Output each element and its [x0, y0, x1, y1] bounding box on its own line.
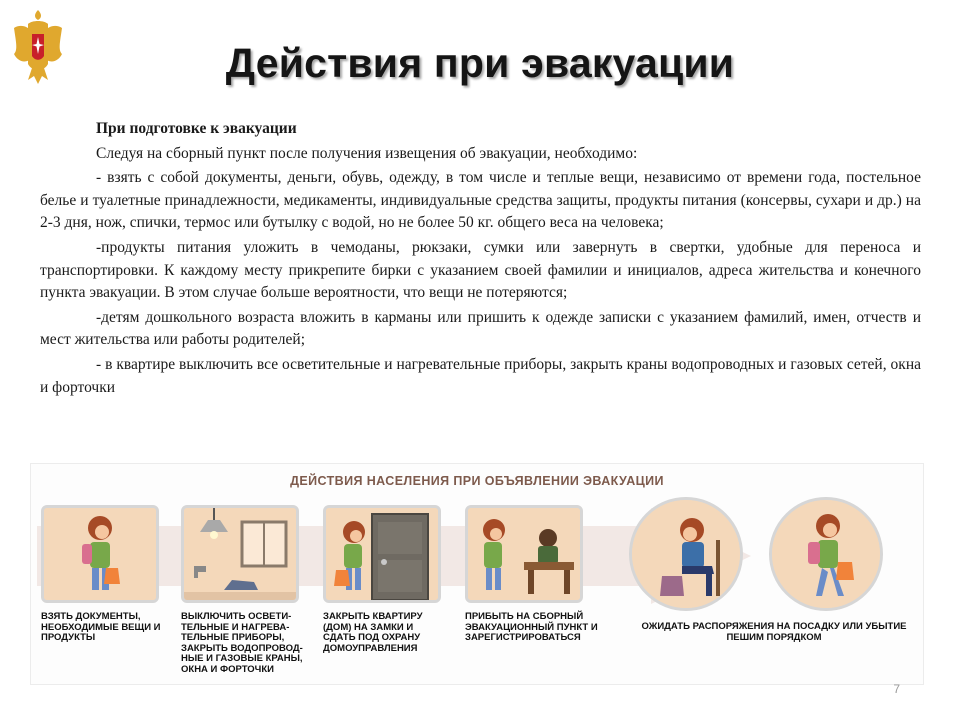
page-title: Действия при эвакуации [225, 40, 735, 86]
person-waiting-icon [632, 500, 740, 608]
paragraph-children: -детям дошкольного возраста вложить в карманы или пришить к одежде записки с указанием фамилий, имен, отчеств и мест жительства или работы родителей; [40, 308, 921, 349]
step-image-switch-off [181, 505, 299, 603]
paragraph-apartment: - в квартире выключить все осветительные и нагревательные приборы, закрыть краны водопроводных и газовых сетей, окна и форточки [40, 355, 921, 396]
paragraph-items: - взять с собой документы, деньги, обувь, одежду, в том числе и теплые вещи, независимо от времени года, постельное белье и туалетные принадлежности, медикаменты, индивидуальные средства защиты, продукты питания (консервы, сухари и др.) на 2-3 дня, нож, спички, термос или бутылку с водой, но не более 50 кг. общего веса на человека; [40, 169, 921, 232]
step-caption-2: ВЫКЛЮЧИТЬ ОСВЕТИ-ТЕЛЬНЫЕ И НАГРЕВА-ТЕЛЬНЫЕ ПРИБОРЫ, ЗАКРЫТЬ ВОДОПРОВОД-НЫЕ И ГАЗОВЫЕ КРАНЫ, ОКНА И ФОРТОЧКИ [181, 611, 303, 675]
appliances-icon [184, 508, 296, 600]
preparation-subheading: При подготовке к эвакуации [96, 120, 297, 137]
strip-heading: ДЕЙСТВИЯ НАСЕЛЕНИЯ ПРИ ОБЪЯВЛЕНИИ ЭВАКУАЦИИ [290, 474, 664, 488]
step-caption-3: ЗАКРЫТЬ КВАРТИРУ (ДОМ) НА ЗАМКИ И СДАТЬ ПОД ОХРАНУ ДОМОУПРАВЛЕНИЯ [323, 611, 423, 654]
person-with-bag-icon [44, 508, 156, 600]
step-image-walk-away [769, 497, 883, 611]
step-caption-5: ОЖИДАТЬ РАСПОРЯЖЕНИЯ НА ПОСАДКУ ИЛИ УБЫТИЕ ПЕШИМ ПОРЯДКОМ [641, 621, 907, 643]
paragraph-intro: Следуя на сборный пункт после получения извещения об эвакуации, необходимо: [96, 144, 638, 162]
step-image-take-things [41, 505, 159, 603]
step-caption-1: ВЗЯТЬ ДОКУМЕНТЫ, НЕОБХОДИМЫЕ ВЕЩИ И ПРОДУКТЫ [41, 611, 161, 643]
step-image-wait [629, 497, 743, 611]
step-caption-4: ПРИБЫТЬ НА СБОРНЫЙ ЭВАКУАЦИОННЫЙ ПУНКТ И ЗАРЕГИСТРИРОВАТЬСЯ [465, 611, 598, 643]
step-image-register [465, 505, 583, 603]
registration-desk-icon [468, 508, 580, 600]
page-number: 7 [893, 682, 900, 696]
instruction-text [40, 118, 921, 401]
evacuation-steps-strip [30, 463, 924, 685]
paragraph-food: -продукты питания уложить в чемоданы, рюкзаки, сумки или завернуть в свертки, удобные для переноса и транспортировки. К каждому месту прикрепите бирки с указанием своей фамилии и инициалов, адреса жительства и конечного пункта эвакуации. В этом случае больше вероятности, что вещи не потеряются; [40, 238, 921, 302]
person-walking-icon [772, 500, 880, 608]
step-image-lock-door [323, 505, 441, 603]
person-door-icon [326, 508, 438, 600]
